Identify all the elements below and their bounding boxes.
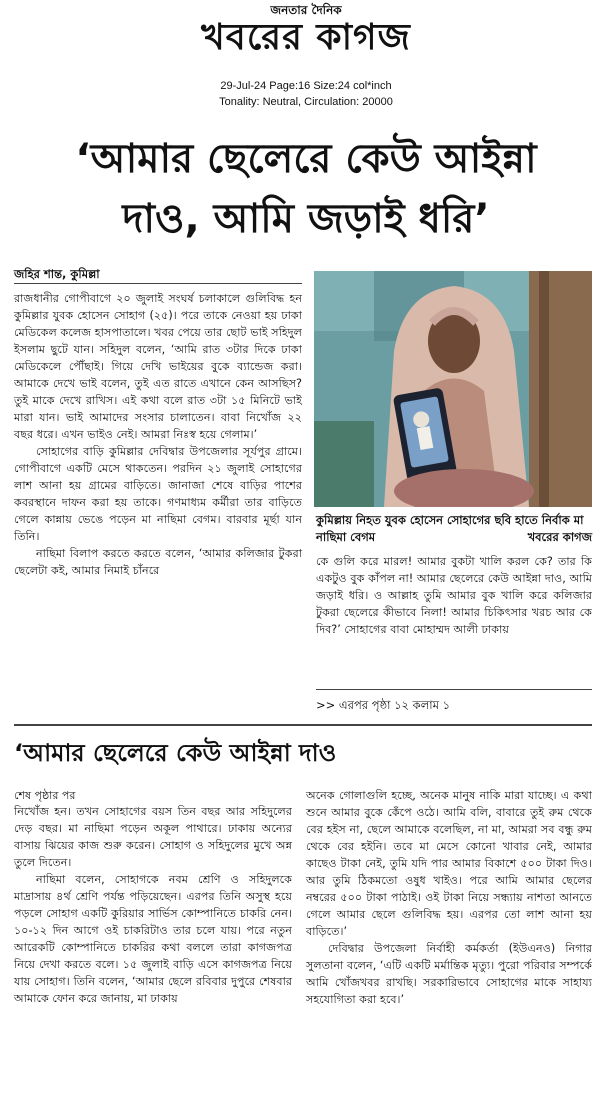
caption-credit: খবরের কাগজ [527,530,592,544]
clip-meta-line2: Tonality: Neutral, Circulation: 20000 [219,96,393,108]
jump-line: >> এরপর পৃষ্ঠা ১২ কলাম ১ [316,698,451,712]
headline-line2: দাও, আমি জড়াই ধরি’ [122,196,490,242]
headline-line1: ‘আমার ছেলেরে কেউ আইন্না [75,136,537,182]
continuation-headline: ‘আমার ছেলেরে কেউ আইন্না দাও [14,739,337,767]
article-paragraph: কে গুলি করে মারল! আমার বুকটা খালি করল কে? তার কি একটুও বুক কাঁপল না! আমার ছেলেরে কেউ আইন্না দাও, আমি জড়াই ধরি। ও আল্লাহ তুমি আমার বুক খালি করে কলিজার টুকরা ছেলেরে কীভাবে নিলা! আমার চিকিৎসার খরচ আর কে দিব?’ সোহাগের বাবা মোহাম্মদ আলী ঢাকায় [316,555,592,636]
article-column-2 [316,553,592,638]
continuation-label: শেষ পৃষ্ঠার পর [14,789,76,802]
article-paragraph: রাজধানীর গোপীবাগে ২০ জুলাই সংঘর্ষ চলাকালে গুলিবিদ্ধ হন কুমিল্লার যুবক হোসেন সোহাগ (২৫)। পরে তাকে নেওয়া হয় ঢাকা মেডিকেল কলেজ হাসপাতালে। খবর পেয়ে তার ছোট ভাই সহিদুল ইসলাম ছুটে যান। সহিদুল বলেন, ‘আমি রাত ৩টার দিকে ঢাকা মেডিকেলে পৌঁছাই। গিয়ে দেখি ভাইয়ের বুকে ব্যান্ডেজ করা। আমাকে দেখে ভাই বলেন, তুই এত রাতে এখানে কেন আসছিস? তুই মাকে দেখে রাখিস। এই কথা বলে রাত ৩টা ১৫ মিনিটে ভাই মারা যান। ভাই আমাদের সংসার চালাতেন। বাবা নিখোঁজ ২২ বছর ধরে। এখন ভাইও নেই। আমরা নিঃস্ব হয়ে গেলাম।’ [14,292,302,441]
section-rule [14,724,592,726]
article-paragraph: দেবিদ্বার উপজেলা নির্বাহী কর্মকর্তা (ইউএনও) নিগার সুলতানা বলেন, ‘এটি একটি মর্মান্তিক মৃত্যু। পুরো পরিবার সম্পর্কে আমি খোঁজখবর রাখছি। সরকারিভাবে সোহাগের মাকে সাহায্য সহযোগিতা করা হবে।’ [306,942,592,1006]
continuation-column-1 [14,803,292,1007]
article-paragraph: সোহাগের বাড়ি কুমিল্লার দেবিদ্বার উপজেলার সূর্যপুর গ্রামে। গোপীবাগে একটি মেসে থাকতেন। পরদিন ২১ জুলাই সোহাগের লাশ আনা হয় গ্রামের বাড়িতে। জানাজা শেষে বাড়ির পাশের কবরস্থানে দাফন করা হয় তাকে। গণমাধ্যম কর্মীরা তার বাড়িতে গেলে কান্নায় ভেঙে পড়েন মা নাছিমা বেগম। বারবার মূর্ছা যান তিনি। [14,445,302,543]
clip-meta-line1: 29-Jul-24 Page:16 Size:24 col*inch [220,80,392,92]
byline: জহির শান্ত, কুমিল্লা [14,267,100,281]
article-paragraph: নাছিমা বলেন, সোহাগকে নবম শ্রেণি ও সহিদুলকে মাদ্রাসায় ৪র্থ শ্রেণি পর্যন্ত পড়িয়েছেন। এরপর তিনি অসুস্থ হয়ে পড়লে সোহাগ একটি কুরিয়ার সার্ভিস কোম্পানিতে চাকরি নেন। ১০-১২ দিন আগে ওই চাকরিটাও তার চলে যায়। পরে নতুন আরেকটি কোম্পানিতে চাকরির কথা বললে তারা কাগজপত্র নিয়ে দেখা করতে বলে। ১৫ জুলাই বাড়ি এসে কাগজপত্র নিয়ে যায় সোহাগ। তিনি বলেন, ‘আমার ছেলে রবিবার দুপুরে শেষবার আমাকে ফোন করে জানায়, মা ঢাকায় [14,873,292,1005]
byline-rule [14,283,302,284]
article-paragraph: নাছিমা বিলাপ করতে করতে বলেন, ‘আমার কলিজার টুকরা ছেলেটা কই, আমার নিমাই চাঁনরে [14,547,302,577]
article-paragraph: নিখোঁজ হন। তখন সোহাগের বয়স তিন বছর আর সহিদুলের দেড় বছর। মা নাছিমা পড়েন অকূল পাথারে। ঢাকায় অন্যের বাসায় ঝিয়ের কাজ শুরু করেন। সোহাগ ও সহিদুলের মুখে অন্ন তুলে দিতেন। [14,805,292,869]
jump-rule [316,689,592,690]
continuation-column-2 [306,787,592,1008]
article-column-1 [14,290,302,579]
mother-holding-phone-photo [314,271,592,507]
masthead-title: খবরের কাগজ [201,17,411,58]
article-paragraph: অনেক গোলাগুলি হচ্ছে, অনেক মানুষ নাকি মারা যাচ্ছে। এ কথা শুনে আমার বুকে কেঁপে ওঠে। আমি বলি, বাবারে তুই রুম থেকে বের হইস না, ছেলে আমাকে বলেছিল, না মা, আমরা সব বন্ধু রুম থেকে বের হইনি। তবে মা মেসে কোনো খাবার নেই, আমার কাছেও টাকা নেই, তুমি যদি পার আমার বিকাশে ৫০০ টাকা দিও। আর তুমি ঠিকমতো ওষুধ খাইও। পরে আমি আমার ছেলের নম্বরের ৫০০ টাকা পাঠাই। ওই টাকা নিয়ে সন্ধ্যায় নাশতা আনতে গেলে আমার ছেলে গুলিবিদ্ধ হয়। এরপর তো লাশ আনা হয় বাড়িতে।’ [306,789,592,938]
caption-text: কুমিল্লায় নিহত যুবক হোসেন সোহাগের ছবি হাতে নির্বাক মা নাছিমা বেগম [316,513,584,544]
photo-caption [316,512,592,546]
masthead-tagline: জনতার দৈনিক [270,3,342,17]
